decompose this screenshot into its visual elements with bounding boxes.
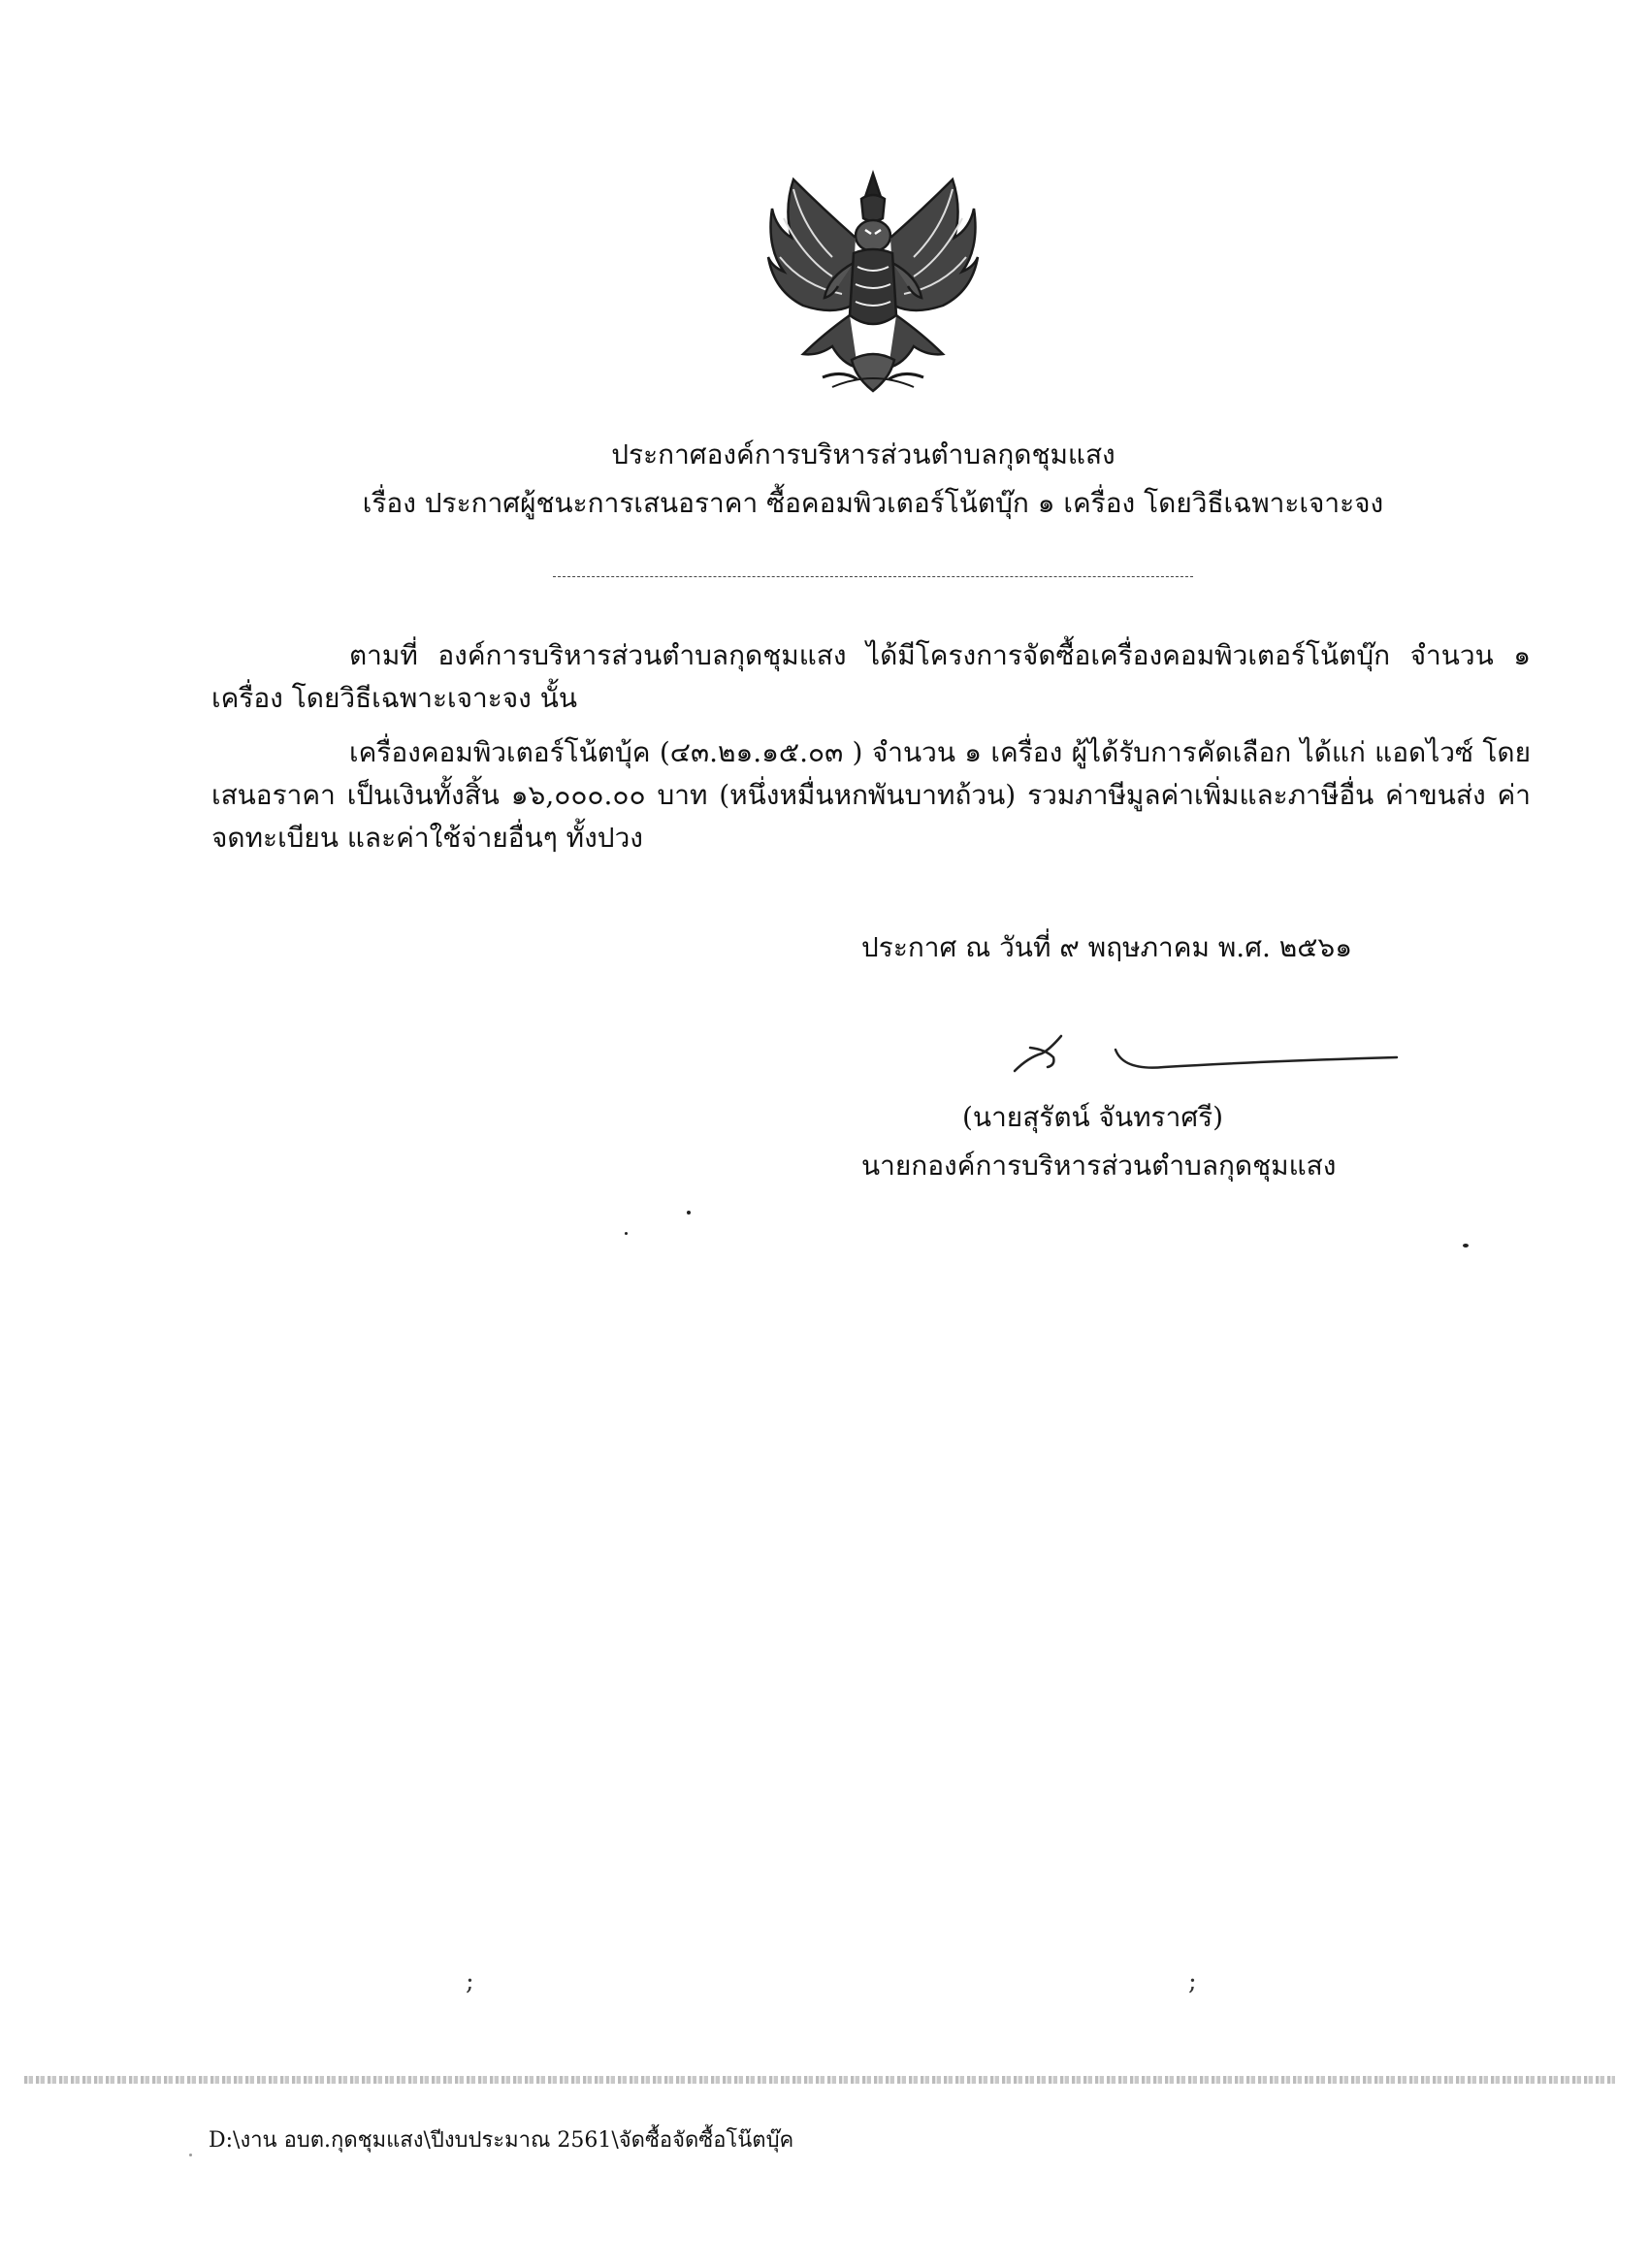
scan-speck bbox=[625, 1232, 628, 1235]
scan-speck bbox=[687, 1211, 691, 1215]
garuda-emblem-icon bbox=[764, 170, 983, 398]
signatory-name: (นายสุรัตน์ จันทราศรี) bbox=[962, 1101, 1224, 1133]
scan-mark: ; bbox=[466, 1967, 474, 1996]
scan-speck bbox=[1463, 1244, 1469, 1247]
divider-line bbox=[553, 576, 1193, 577]
signatory-position: นายกองค์การบริหารส่วนตำบลกุดชุมแสง bbox=[861, 1150, 1337, 1182]
announcement-title: ประกาศองค์การบริหารส่วนตำบลกุดชุมแสง bbox=[611, 438, 1116, 470]
announcement-date: ประกาศ ณ วันที่ ๙ พฤษภาคม พ.ศ. ๒๕๖๑ bbox=[861, 931, 1352, 963]
handwritten-signature bbox=[1009, 1028, 1416, 1086]
scan-mark: ; bbox=[1188, 1967, 1197, 1996]
footer-rule bbox=[24, 2076, 1615, 2084]
scan-speck bbox=[189, 2154, 192, 2156]
body-paragraph-2: เครื่องคอมพิวเตอร์โน้ตบุ้ค (๔๓.๒๑.๑๕.๐๓ ) จำนวน ๑ เครื่อง ผู้ได้รับการคัดเลือก ได้แก่ แอดไวซ์ โดยเสนอราคา เป็นเงินทั้งสิ้น ๑๖,๐๐๐.๐๐ บาท (หนึ่งหมื่นหกพันบาทถ้วน) รวมภาษีมูลค่าเพิ่มและภาษีอื่น ค่าขนส่ง ค่าจดทะเบียน และค่าใช้จ่ายอื่นๆ ทั้งปวง bbox=[211, 736, 1531, 854]
announcement-subject: เรื่อง ประกาศผู้ชนะการเสนอราคา ซื้อคอมพิวเตอร์โน้ตบุ๊ก ๑ เครื่อง โดยวิธีเฉพาะเจาะจง bbox=[362, 487, 1384, 519]
footer-file-path: D:\งาน อบต.กุดชุมแสง\ปีงบประมาณ 2561\จัดซื้อจัดซื้อโน๊ตบุ๊ค bbox=[209, 2128, 794, 2153]
body-paragraph-1: ตามที่ องค์การบริหารส่วนตำบลกุดชุมแสง ได้มีโครงการจัดซื้อเครื่องคอมพิวเตอร์โน้ตบุ๊ก จำนวน ๑ เครื่อง โดยวิธีเฉพาะเจาะจง นั้น bbox=[211, 639, 1531, 714]
